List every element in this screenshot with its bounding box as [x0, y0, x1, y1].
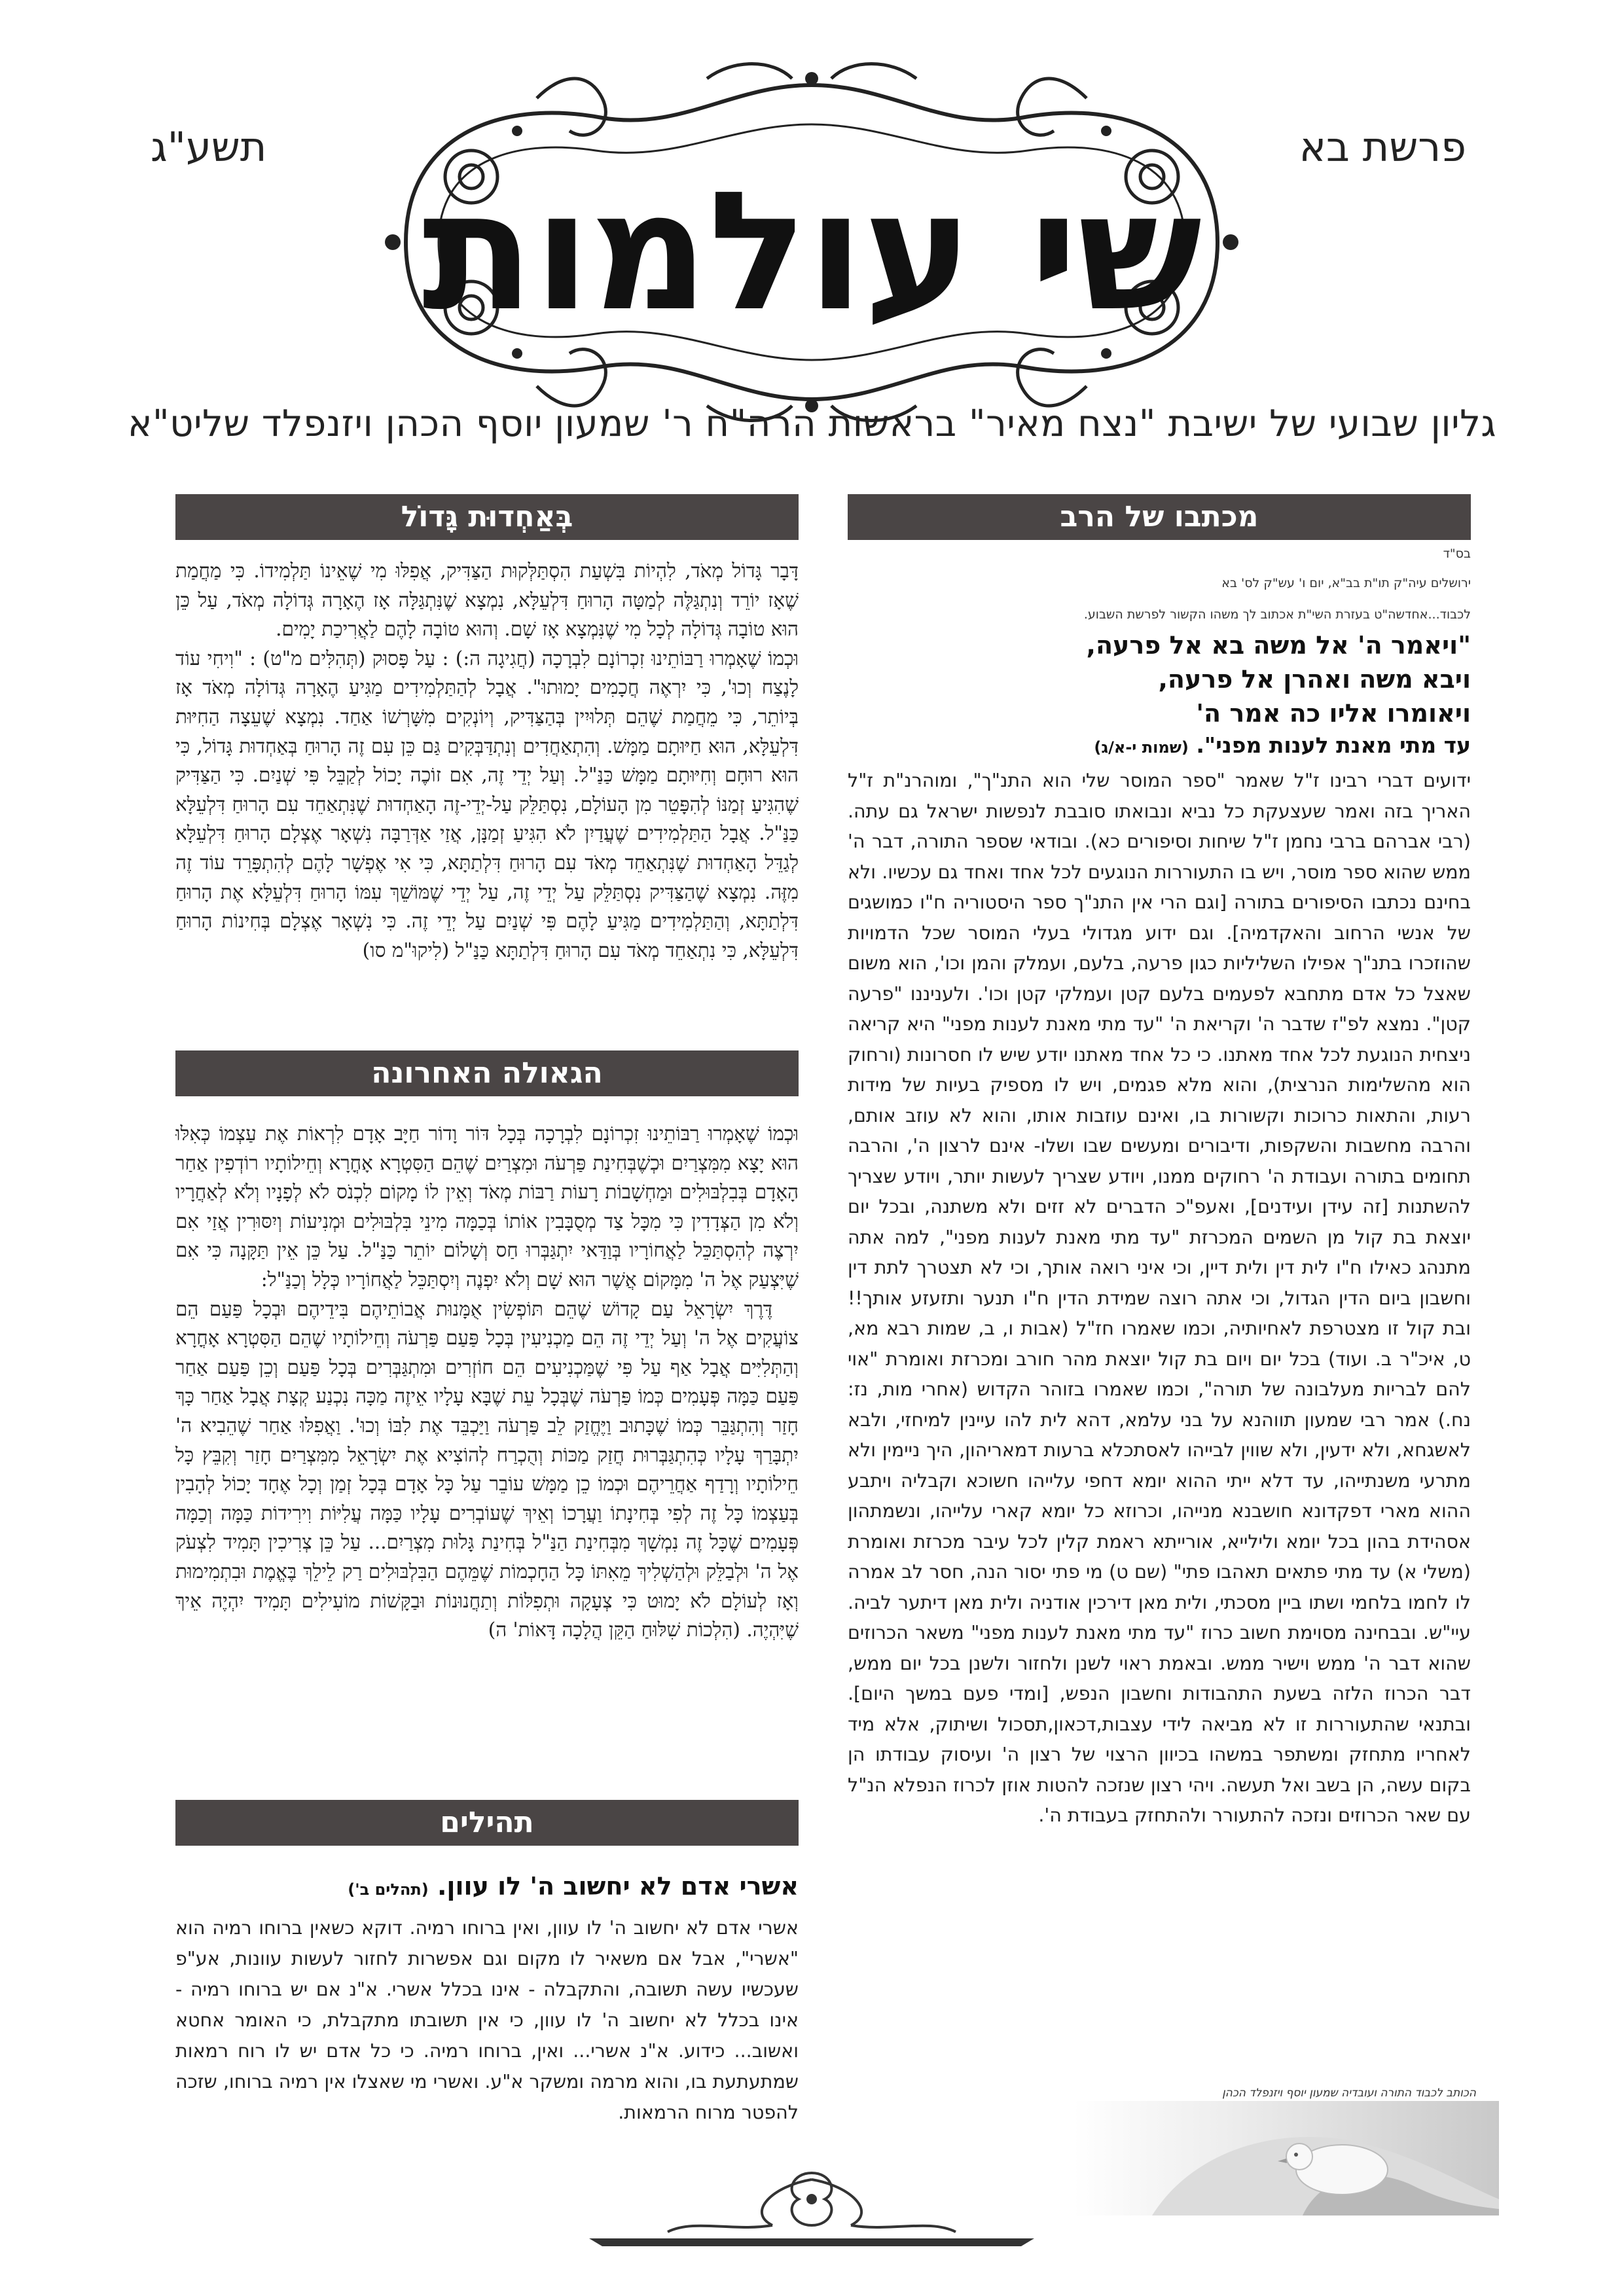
footer-ornament [576, 2160, 1047, 2251]
paragraph: וּכְמוֹ שֶׁאָמְרוּ רַבּוֹתֵינוּ זִכְרוֹנָם לִבְרָכָה (חֲגִיגָה ה:) : עַל פָּסוּק (תְּהִלִּים מ"ט) : "וִיחִי עוֹד לָנֶצַח וְכוּ', כִּי יִרְאֶה חֲכָמִים יָמוּתוּ". אֲבָל לְהַתַּלְמִידִים מַגִּיעַ הֶאָרָה גְּדוֹלָה מְאֹד אָז בְּיוֹתֵר, כִּי מֵחֲמַת שֶׁהֵם תְּלוּיִין בְּהַצַּדִּיק, וְיוֹנְקִים מִשָּׁרְשׁוֹ אַחַד. נִמְצָא שֶׁעֵצָה הַחִיּוּת דִּלְעֵלָּא, הוּא חַיּוּתָם מַמָּשׁ. וְהִתְאַחֲדִים וְנִתְדַּבְּקִים גַּם כֵּן עִם זֶה הָרוּחַ בְּאַחְדוּת גָּדוֹל, כִּי הוּא רוּחָם וְחִיּוּתָם מַמָּשׁ כַּנַּ"ל. וְעַל יְדֵי זֶה, אִם זוֹכֶה יָכוֹל לְקַבֵּל פִּי שְׁנַיִם. כִּי הַצַּדִּיק שֶׁהִגִּיעַ זְמַנּוֹ לְהִפָּטֵר מִן הָעוֹלָם, נִסְתַּלֵּק עַל-יְדֵי-זֶה הָאַחְדוּת שֶׁנִּתְאַחֵד עִם הָרוּחַ דִּלְעֵלָּא כַּנַּ"ל. אֲבָל הַתַּלְמִידִים שֶׁעֲדַיִן לֹא הִגִּיעַ זְמַנָּן, אֲזַי אַדְּרַבָּה נִשְׁאָר אֶצְלָם הָרוּחַ דִּלְעֵלָּא לְגַדֵּל הָאַחְדוּת שֶׁנִּתְאַחֵד מְאֹד עִם הָרוּחַ דִּלְתַתָּא, כִּי אִי אֶפְשָׁר לָהֶם לְהִתְפָּרֵד עוֹד זֶה מִזֶּה. נִמְצָא שֶׁהַצַּדִּיק נִסְתַּלֵּק עַל יְדֵי זֶה, עַל יְדֵי שֶׁמּוֹשֵׁךְ עִמּוֹ הָרוּחַ דִּלְעֵלָּא אֶת הָרוּחַ דִּלְתַתָּא, וְהַתַּלְמִידִים מַגִּיעַ לָהֶם פִּי שְׁנַיִם עַל יְדֵי זֶה. כִּי נִשְׁאָר אֶצְלָם בְּחִינוֹת הָרוּחַ דִּלְעֵלָּא, כִּי נִתְאַחֵד מְאֹד עִם הָרוּחַ דִּלְתַתָּא כַּנַּ"ל (לִיקוּ"מ סו) [175, 647, 799, 961]
section-body-unity [175, 556, 799, 1034]
verse-ref: (שמות י-א/ג) [1094, 738, 1189, 757]
letter-body: ידועים דברי רבינו ז"ל שאמר "ספר המוסר שלי הוא התנ"ך", ומוהרנ"ת ז"ל האריך בזה ואמר שעצעקת כל נביא ונבואתו סובבת לנפשות ישראל גם עתה. (רבי אברהם ברבי נחמן ז"ל שיחות וסיפורים כא). ובודאי שספר התורה, דבר ה' ממש שהוא ספר מוסר, ויש בו התעוררות הנוגעים לכל אחד ואחד גם עכשיו. ולא בחינם נכתבו הסיפורים בתורה [וגם הרי אין התנ"ך ספר היסטוריה ח"ו כמושגים של אנשי הרחוב והאקדמיה]. וגם ידוע מגדולי בעלי המוסר שכל הדמויות שהוזכרו בתנ"ך אפילו השליליות כגון פרעה, בלעם, ועמלק והמן וכו', הוא משום שאצל כל אדם מתחבא לפעמים בלעם קטן ועמלקי קטן וכו'. ולעניננו "פרעה קטן". נמצא לפ"ז שדבר ה' וקריאת ה' "עד מתי מאנת לענות מפני" היא קריאה ניצחית הנוגעת לכל אחד מאתנו. כי כל אחד מאתנו יודע שיש לו חסרונות (ורחוק הוא מהשלימות הנרצית), והוא מלא פגמים, ויש לו מספיק בעיות של מידות רעות, והתאות כרוכות וקשורות בו, ואינם עוזבות אותו, והוא לא עוזב אותם, והרבה מחשבות והשקפות, ודיבורים ומעשים שבו ושלו- אינם לרצון ה', והרבה תחומים בתורה ועבודת ה' רחוקים ממנו, ויודע שצריך לעשות יותר, ויודע שצריך להשתנות [זה עידן ועידנים], ואעפ"כ הדברים לא זזים ולא משתנה, ובכל יום יוצאת בת קול מן השמים המכרזת "עד מתי מאנת לענות מפני", למה אתה מתנהג כאילו ח"ו לית דין ולית דיין, וכי איני רואה אותך, וכי לא תצטרך לתת דין וחשבון ביום הדין הגדול, וכי אתה רוצה שמידת הדין ח"ו תנער ותזעזע אותך!! ובת קול זו מצטרפת לאחיותיה, וכמו שאמרו חז"ל (אבות ו, ב, שמות רבא מא, ט, איכ"ר ב. ועוד) בכל יום ויום בת קול יוצאת מהר חורב ומכרזת ואומרת "אוי להם לבריות מעלבונה של תורה", וכמו שאמרו בזוהר הקדוש (אחרי מות, נז: נח.) אמר רבי שמעון תווהנא על בני עלמא, דהא לית להו עיינין למיחזי, ולבא לאשגחא, ולא ידעין, ולא שווין לבייהו לאסתכלא ברעות דמאריהון, היך ניימין ולא מתרעי משנתייהו, עד דלא ייתי ההוא יומא דחפי עלייהו חשוכא וקבליה ויתבע ההוא מארי דפקדונא חושבנא מנייהו, וכרוזא כל יומא קארי עלייהו, ונשמתהון אסהידת בהון בכל יומא ולילייא, אורייתא ראמת קלין לכל עיבר מכרזת ואומרת (משלי א) עד מתי פתאים תאהבו פתי" (שם ט) מי פתי יסור הנה, חסר לב אמרה לו לחמו בלחמי ושתו ביין מסכתי, ולית מאן דירכין אודניה ולית מאן דיתער לביה. עיי"ש. ובבחינה מסוימת חשוב כרוז "עד מתי מאנת לענות מפני" משאר הכרוזים שהוא דבר ה' ממש וישיר ממש. ובאמת ראוי לשנן ולחזור ולשנן בכל יום ממש, דבר הכרוז הלזה בשעת התהבודות וחשבון הנפש, [ומדי פעם במשך היום]. ובתנאי שהתעוררות זו לא מביאה לידי עצבות,דכאון,תסכול ושיתוק, אלא מיד לאחריו מתחזק ומשתפר במשהו בכיוון הרצוי של רצון ה' ועיסוק עבודתו הן בקום עשה, הן בשב ואל תעשה. ויהי רצון שנזכה להטות אוזן לכרוז הנפלא הנ"ל עם שאר הכרוזים ונזכה להתעורר ולהתחזק בעבודת ה'. [848, 770, 1471, 1826]
tehillim-body: אשרי אדם לא יחשוב ה' לו עוון, ואין ברוחו רמיה. דוקא כשאין ברוחו רמיה הוא "אשרי", אבל אם משאיר לו מקום וגם אפשרות לחזור לעשות עוונות, אע"פ שעכשיו עשה תשובה, והתקבלה - אינו בכלל אשרי. א"נ אם יש ברוחו רמיה - אינו בכלל לא יחשוב ה' לו עוון, כי אין תשובתו מתקבלת, כי האומר אחטא ואשוב... כידוע. א"נ אשרי... ואין, ברוחו רמיה. כי כל אדם יש לו רוח רמאות שמתעתעת בו, והוא מרמה ומשקר א"ע. ואשרי מי שאצלו אין רמיה ברוחו, שזכה להפטר מרוח הרמאות. [175, 1917, 799, 2123]
section-heading-tehillim: תהילים [175, 1800, 799, 1846]
section-body-redemption [175, 1119, 799, 1741]
bsd-mark: בס"ד [1443, 547, 1471, 561]
letter-dateline: ירושלים עיה"ק תו"ת בב"א, יום ו' עש"ק לס' בא [1221, 576, 1471, 590]
tehillim-title [175, 1872, 799, 1901]
tehillim-verse: אשרי אדם לא יחשוב ה' לו עוון. [437, 1872, 799, 1901]
letter-salutation: לכבוד...אחדשה"ט בעזרת השי"ת אכתוב לך משהו הקשור לפרשת השבוע. [1083, 607, 1471, 622]
paragraph: דָּבָר גָּדוֹל מְאֹד, לִהְיוֹת בִּשְׁעַת הִסְתַּלְּקוּת הַצַּדִּיק, אֲפִלּוּ מִי שֶׁאֵינוֹ תַּלְמִידוֹ. כִּי מַחֲמַת שֶׁאָז יוֹרֵד וְנִתְגַּלֶּה לְמַטָּה הָרוּחַ דִּלְעֵלָּא, נִמְצָא שֶׁנִּתְגַּלָּה אָז הֶאָרָה גְּדוֹלָה מְאֹד, עַל כֵּן הוּא טוֹבָה גְּדוֹלָה לְכָל מִי שֶׁנִּמְצָא אָז שָׁם. וְהוּא טוֹבָה לָהֶם לַאֲרִיכַת יָמִים. [175, 560, 799, 641]
verse-block [848, 628, 1471, 762]
paragraph: וּכְמוֹ שֶׁאָמְרוּ רַבּוֹתֵינוּ זִכְרוֹנָם לִבְרָכָה בְּכָל דּוֹר וָדוֹר חַיָּב אָדָם לִרְאוֹת אֶת עַצְמוֹ כְּאִלּוּ הוּא יָצָא מִמִּצְרַיִם וּכְשֶׁבְּחִינַת פַּרְעֹה וּמִצְרַיִם שֶׁהֵם הַסִּטְרָא אָחֳרָא וְחֵילוֹתָיו רוֹדְפִין אַחַר הָאָדָם בְּבִלְבּוּלִים וּמַחְשָׁבוֹת רָעוֹת רַבּוֹת מְאֹד וְאֵין לוֹ מָקוֹם לִכְנֹס לֹא לְפָנָיו וְלֹא לְאַחֲרָיו וְלֹא מִן הַצְּדָדִין כִּי מִכָּל צַד מְסֻבָּבִין אוֹתוֹ בְּכַמָּה מִינֵי בִּלְבּוּלִים וּמְנִיעוֹת וְיִסּוּרִין אֲזַי אִם יִרְצֶה לְהִסְתַּכֵּל לַאֲחוֹרָיו בְּוַדַּאי יִתְגַּבְּרוּ חַס וְשָׁלוֹם יוֹתֵר כַּנַּ"ל. עַל כֵּן אֵין תַּקָּנָה כִּי אִם שֶׁיִּצְעַק אֶל ה' מִמָּקוֹם אֲשֶׁר הוּא שָׁם וְלֹא יִפְנֶה וְיִסְתַּכֵּל לַאֲחוֹרָיו כְּלָל וְכַנַּ"ל: [175, 1122, 799, 1291]
masthead-subtitle: גליון שבועי של ישיבת "נצח מאיר" בראשות הרה"ח ר' שמעון יוסף הכהן ויזנפלד שליט"א [127, 403, 1497, 445]
signature: הכותב לכבוד התורה ועובדיה שמעון יוסף ויזנפלד הכהן [1222, 2087, 1476, 2100]
masthead-title: שי עולמות [422, 156, 1202, 347]
section-heading-unity: בְּאַחְדוּת גָּדוֹל [175, 494, 799, 540]
verse-text: עד מתי מאנת לענות מפני". [1196, 732, 1471, 758]
verse-line: ויאומרו אליו כה אמר ה' [1196, 699, 1471, 728]
paragraph: דֶּרֶךְ יִשְׂרָאֵל עַם קָדוֹשׁ שֶׁהֵם תּוֹפְשִׂין אֻמָּנוּת אֲבוֹתֵיהֶם בִּידֵיהֶם וּבְכָל פַּעַם הֵם צוֹעֲקִים אֶל ה' וְעַל יְדֵי זֶה הֵם מַכְנִיעִין בְּכָל פַּעַם פַּרְעֹה וְחֵילוֹתָיו שֶׁהֵם הַסִּטְרָא אָחֳרָא וְהַתְּלִיִּים אֲבָל אַף עַל פִּי שֶׁמַּכְנִיעִים הֵם חוֹזְרִים וּמִתְגַּבְּרִים בְּכָל פַּעַם וְכֵן פַּעַם אַחַר פַּעַם כַּמָּה פְּעָמִים כְּמוֹ פַּרְעֹה שֶׁבְּכָל עֵת שֶׁבָּא עָלָיו אֵיזֶה מַכָּה נִכְנַע קְצָת אֲבָל אַחַר כָּךְ חָזַר וְהִתְגַּבֵּר כְּמוֹ שֶׁכָּתוּב וַיֶּחֱזַק לֵב פַּרְעֹה וַיַּכְבֵּד אֶת לִבּוֹ וְכוּ'. וַאֲפִלּוּ אַחַר שֶׁהֵבִיא ה' יִתְבָּרַךְ עָלָיו כְּהִתְגַּבְּרוּת חֲזַק מַכּוֹת וְהֻכְרַח לְהוֹצִיא אֶת יִשְׂרָאֵל מִמִּצְרַיִם חָזַר וְקִבֵּץ כָּל חֵילוֹתָיו וְרָדַף אַחֲרֵיהֶם וּכְמוֹ כֵן מַמָּשׁ עוֹבֵר עַל כָּל אָדָם בְּכָל זְמַן וְכָל אֶחָד יָכוֹל לְהָבִין בְּעַצְמוֹ כָּל זֶה לְפִי בְּחִינָתוֹ וַעֲרָכוֹ וְאֵיךְ שֶׁעוֹבְרִים עָלָיו כַּמָּה עֲלִיּוֹת וִירִידוֹת כַּמָּה וְכַמָּה פְּעָמִים שֶׁכָּל זֶה נִמְשָׁךְ מִבְּחִינַת הַנַּ"ל בְּחִינַת גָּלוּת מִצְרַיִם... עַל כֵּן צְרִיכִין תָּמִיד לִצְעֹק אֶל ה' וּלְבַלֵּק וּלְהַשְׁלִיךְ מֵאִתּוֹ כָּל הַחָכְמוֹת שֶׁמֵּהֶם הַבִּלְבּוּלִים רַק לֵילֵךְ בֶּאֱמֶת וּבִתְמִימוּת וְאָז לְעוֹלָם לֹא יָמוּט כִּי צְעָקָה וּתְפִלּוֹת וְתַחֲנוּנוֹת וּבַקָּשׁוֹת מוֹעִילִים תָּמִיד יִהְיֶה אֵיךְ שֶׁיִּהְיֶה. (הִלְכוֹת שִׁלּוּחַ הַקֵּן הֲלָכָה דָּאוֹת' ה) [175, 1297, 799, 1641]
section-heading-redemption: הגאולה האחרונה [175, 1050, 799, 1096]
section-heading-rav-letter: מכתבו של הרב [848, 494, 1471, 540]
year-label: תשע"ג [151, 123, 267, 171]
dove-photo [1074, 2101, 1499, 2215]
verse-line-last [848, 730, 1471, 762]
verse-line: "ויאמר ה' אל משה בא אל פרעה, [1086, 631, 1471, 660]
verse-line: ויבא משה ואהרן אל פרעה, [1158, 665, 1471, 694]
tehillim-ref: (תהלים ב') [348, 1880, 429, 1899]
parasha-name: פרשת בא [1299, 123, 1466, 171]
